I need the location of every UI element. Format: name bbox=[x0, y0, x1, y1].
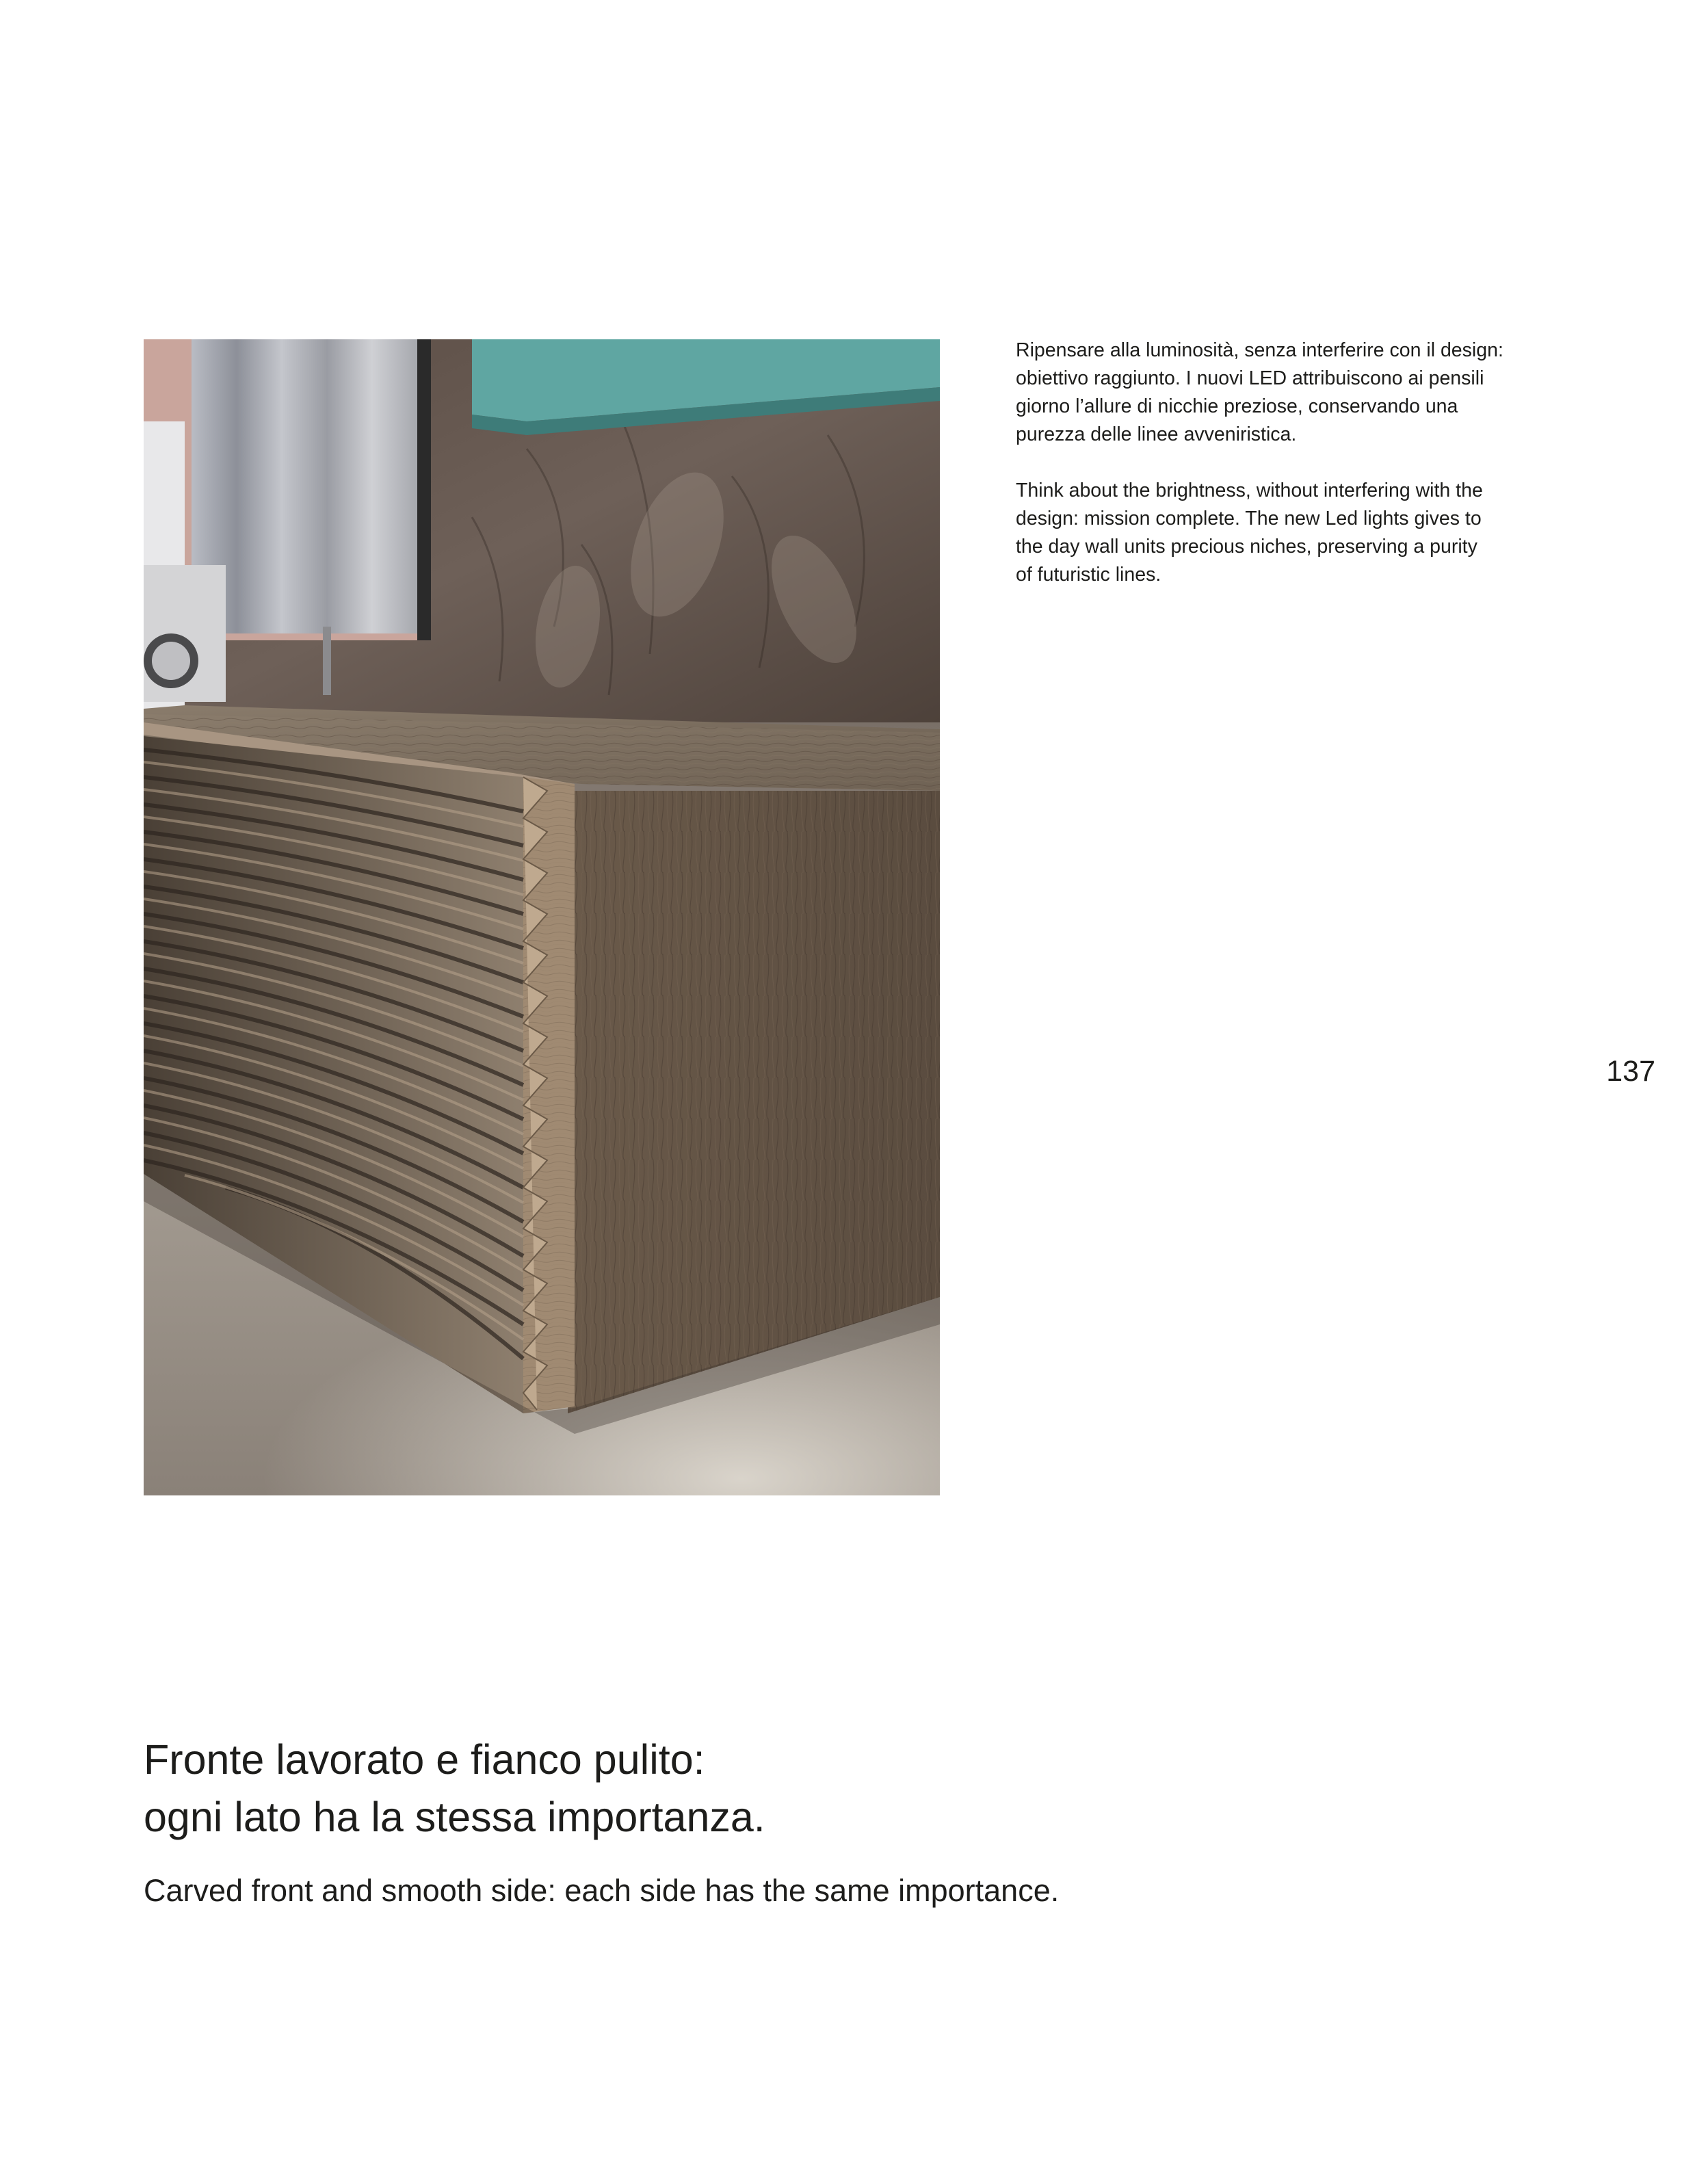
caption-headline: Fronte lavorato e fianco pulito: ogni lato ha la stessa importanza. bbox=[144, 1736, 765, 1840]
product-photo bbox=[144, 339, 940, 1495]
paragraph-english: Think about the brightness, without interfering with the design: mission complete. The new Led lights gives to the day wall units precious niches, preserving a purity of futuristic lines. bbox=[1016, 480, 1483, 586]
paragraph-italian: Ripensare alla luminosità, senza interferire con il design: obiettivo raggiunto. I nuovi LED attribuiscono ai pensili giorno l’allure di nicchie preziose, conservando una purezza delle linee avveniristica. bbox=[1016, 339, 1503, 445]
cabinet-illustration bbox=[144, 339, 940, 1495]
caption-subline: Carved front and smooth side: each side has the same importance. bbox=[144, 1873, 1060, 1908]
page-number: 137 bbox=[1606, 1055, 1655, 1088]
body-text bbox=[1016, 337, 1536, 589]
